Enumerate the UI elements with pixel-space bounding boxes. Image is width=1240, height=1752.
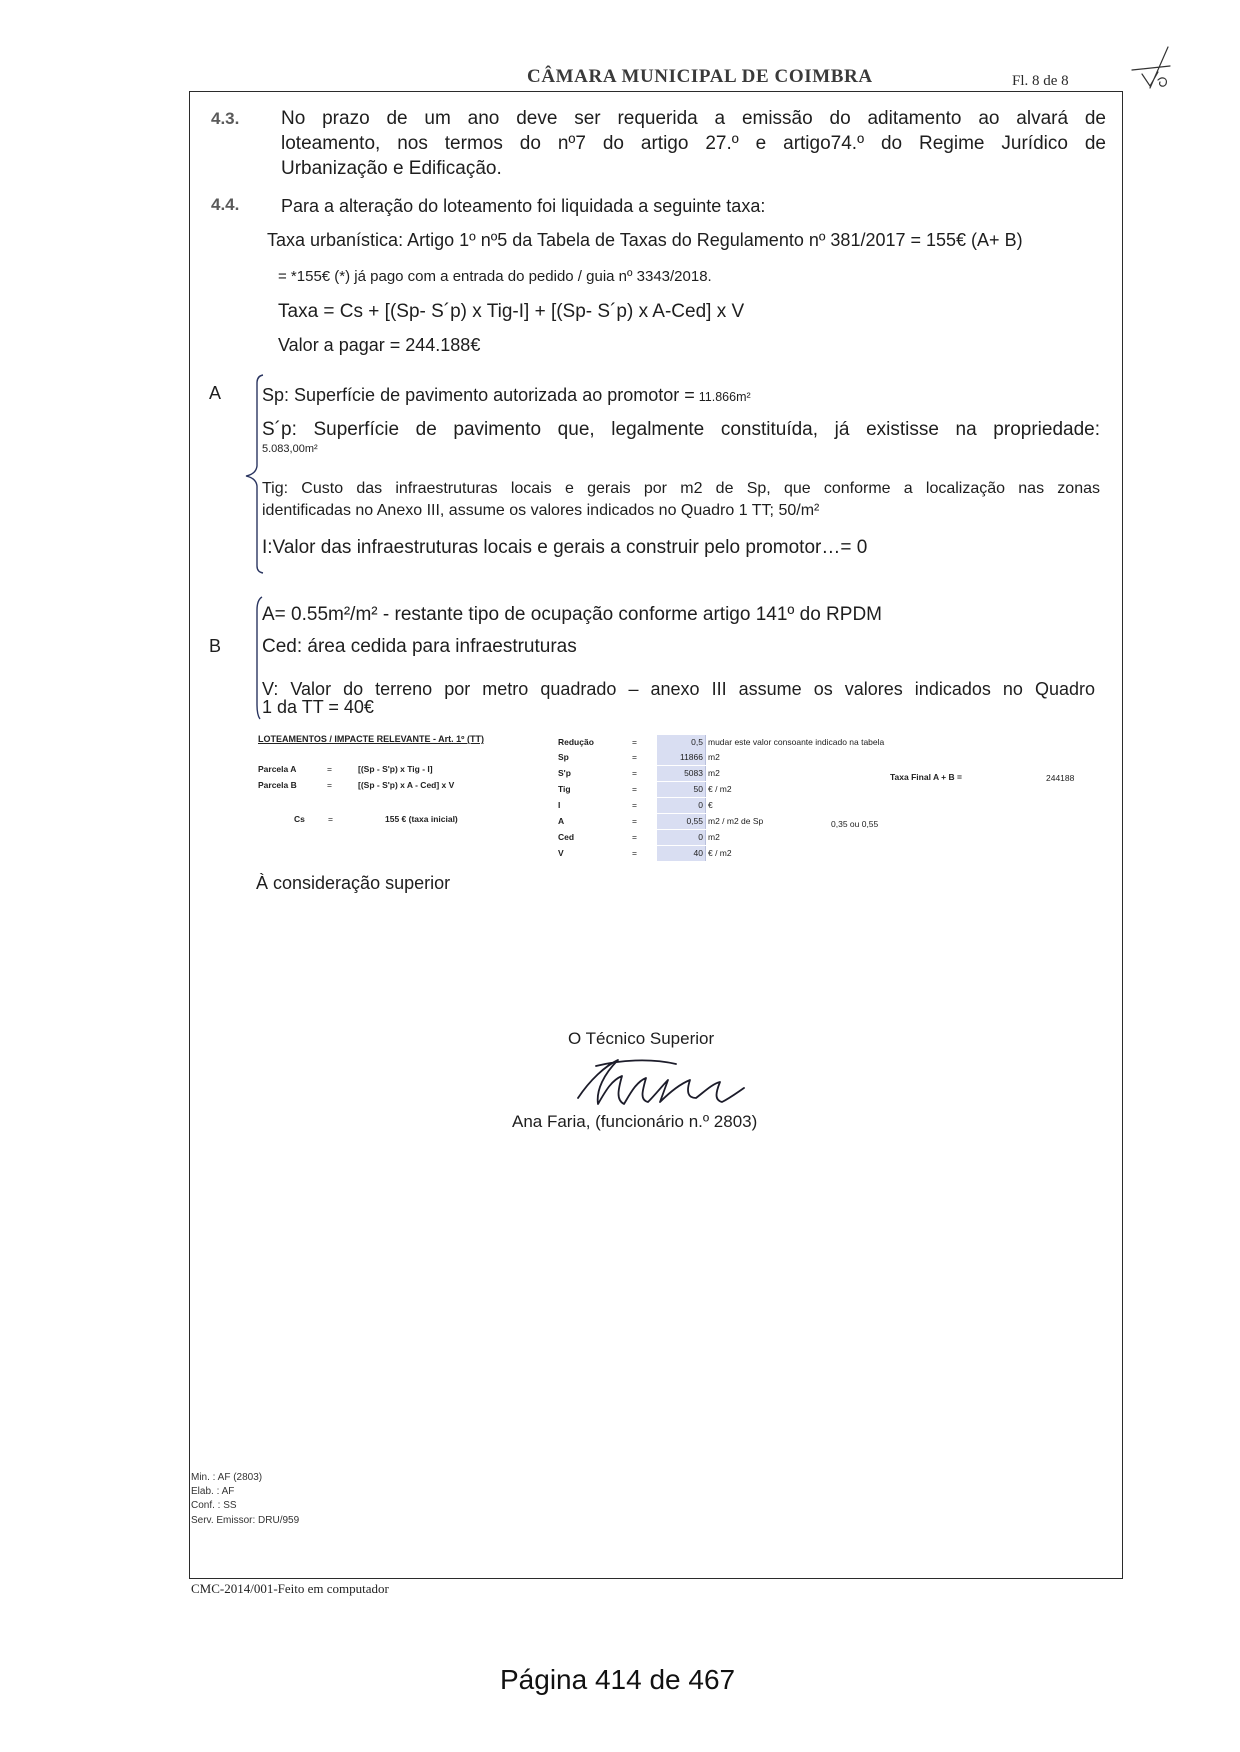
cs-equals: = [328, 814, 333, 824]
variable-name: Sp [558, 752, 569, 762]
variable-row-i [558, 798, 1118, 813]
variable-unit: m2 [708, 832, 720, 842]
cs-name: Cs [294, 814, 305, 824]
variable-row-sp [558, 750, 1118, 765]
routing-code: Conf. : SS [191, 1500, 237, 1511]
variable-name: V [558, 848, 564, 858]
item-4-4-intro: Para a alteração do loteamento foi liquidada a seguinte taxa: [281, 196, 766, 216]
variable-unit: m2 [708, 752, 720, 762]
variable-name: A [558, 816, 565, 826]
variable-row-ced [558, 830, 1118, 845]
formula-expression: [(Sp - S'p) x A - Ced] x V [358, 780, 455, 790]
variable-row-reducao [558, 735, 1118, 750]
signatory-role: O Técnico Superior [568, 1029, 715, 1048]
variable-name: S'p [558, 768, 571, 778]
variable-equals: = [632, 848, 637, 858]
s-p-definition: S´p: Superfície de pavimento que, legalmente constituída, já existisse na propriedade: [262, 419, 1100, 440]
variable-equals: = [632, 768, 637, 778]
formula-name: Parcela A [258, 764, 297, 774]
variable-value: 11866 [657, 750, 706, 765]
variable-row-s-p [558, 766, 1118, 781]
routing-code: Elab. : AF [191, 1486, 235, 1497]
a-definition: A= 0.55m²/m² - restante tipo de ocupação conforme artigo 141º do RPDM [262, 604, 882, 625]
v-definition-line: 1 da TT = 40€ [262, 697, 374, 717]
variable-unit: € [708, 800, 713, 810]
ced-definition: Ced: área cedida para infraestruturas [262, 636, 577, 657]
group-b-label: B [209, 636, 222, 656]
variable-name: Ced [558, 832, 575, 842]
paid-note: = *155€ (*) já pago com a entrada do pedido / guia nº 3343/2018. [278, 268, 712, 285]
variable-row-tig [558, 782, 1118, 797]
variable-value: 50 [657, 782, 706, 797]
formula-expression: [(Sp - S'p) x Tig - I] [358, 764, 433, 774]
s-p-value: 5.083,00m² [262, 443, 318, 455]
tig-definition-line: identificadas no Anexo III, assume os valores indicados no Quadro 1 TT; 50/m² [262, 502, 820, 519]
sp-definition-text: Sp: Superfície de pavimento autorizada ao promotor = [262, 385, 695, 405]
group-a-label: A [209, 383, 222, 403]
folio-number: Fl. 8 de 8 [1012, 73, 1069, 89]
item-4-3-line: Urbanização e Edificação. [281, 158, 502, 179]
tax-formula: Taxa = Cs + [(Sp- S´p) x Tig-I] + [(Sp- S´p) x A-Ced] x V [278, 301, 745, 322]
a-options-note: 0,35 ou 0,55 [831, 819, 879, 829]
variable-value: 0,5 [657, 735, 706, 750]
sp-definition [262, 385, 751, 406]
variable-value: 5083 [657, 766, 706, 781]
routing-code: Min. : AF (2803) [191, 1472, 263, 1483]
initials-mark [1132, 47, 1170, 88]
variable-name: Tig [558, 784, 571, 794]
sp-value: 11.866m² [698, 390, 751, 404]
variable-unit: m2 [708, 768, 720, 778]
variable-row-v [558, 846, 1118, 861]
variable-equals: = [632, 752, 637, 762]
amount-to-pay: Valor a pagar = 244.188€ [278, 335, 481, 355]
final-tax-label: Taxa Final A + B = [890, 772, 962, 782]
variable-equals: = [632, 784, 637, 794]
form-code: CMC-2014/001-Feito em computador [191, 1581, 389, 1596]
item-4-3-line: loteamento, nos termos do nº7 do artigo 27.º e artigo74.º do Regime Jurídico de [281, 133, 1106, 154]
variable-equals: = [632, 832, 637, 842]
municipality-header: CÂMARA MUNICIPAL DE COIMBRA [527, 66, 873, 87]
variable-unit: mudar este valor consoante indicado na tabela [708, 737, 885, 747]
variable-unit: € / m2 [708, 784, 732, 794]
variable-value: 0 [657, 798, 706, 813]
v-definition-line: V: Valor do terreno por metro quadrado – anexo III assume os valores indicados no Quadro [262, 679, 1095, 699]
final-tax-value: 244188 [1046, 773, 1075, 783]
variable-unit: m2 / m2 de Sp [708, 816, 764, 826]
variable-equals: = [632, 737, 637, 747]
formula-equals: = [327, 780, 332, 790]
closing-remark: À consideração superior [256, 873, 451, 893]
formula-equals: = [327, 764, 332, 774]
routing-code: Serv. Emissor: DRU/959 [191, 1515, 300, 1526]
calc-table-title: LOTEAMENTOS / IMPACTE RELEVANTE - Art. 1º (TT) [258, 734, 484, 744]
i-definition: I:Valor das infraestruturas locais e gerais a construir pelo promotor…= 0 [262, 537, 868, 558]
variable-equals: = [632, 816, 637, 826]
variable-unit: € / m2 [708, 848, 732, 858]
variable-value: 40 [657, 846, 706, 861]
tig-definition-line: Tig: Custo das infraestruturas locais e gerais por m2 de Sp, que conforme a localização nas zonas [262, 480, 1100, 497]
item-4-3-number: 4.3. [211, 109, 240, 128]
variable-value: 0,55 [657, 814, 706, 829]
page-number: Página 414 de 467 [500, 1664, 736, 1695]
tax-rule-text: Taxa urbanística: Artigo 1º nº5 da Tabela de Taxas do Regulamento nº 381/2017 = 155€ (A+ B) [267, 230, 1023, 250]
variable-name: Redução [558, 737, 594, 747]
cs-value: 155 € (taxa inicial) [385, 814, 458, 824]
variable-value: 0 [657, 830, 706, 845]
item-4-4-number: 4.4. [211, 195, 240, 214]
formula-name: Parcela B [258, 780, 297, 790]
item-4-3-line: No prazo de um ano deve ser requerida a emissão do aditamento ao alvará de [281, 108, 1106, 129]
variable-equals: = [632, 800, 637, 810]
variable-name: I [558, 800, 561, 810]
signatory-name: Ana Faria, (funcionário n.º 2803) [512, 1112, 758, 1131]
